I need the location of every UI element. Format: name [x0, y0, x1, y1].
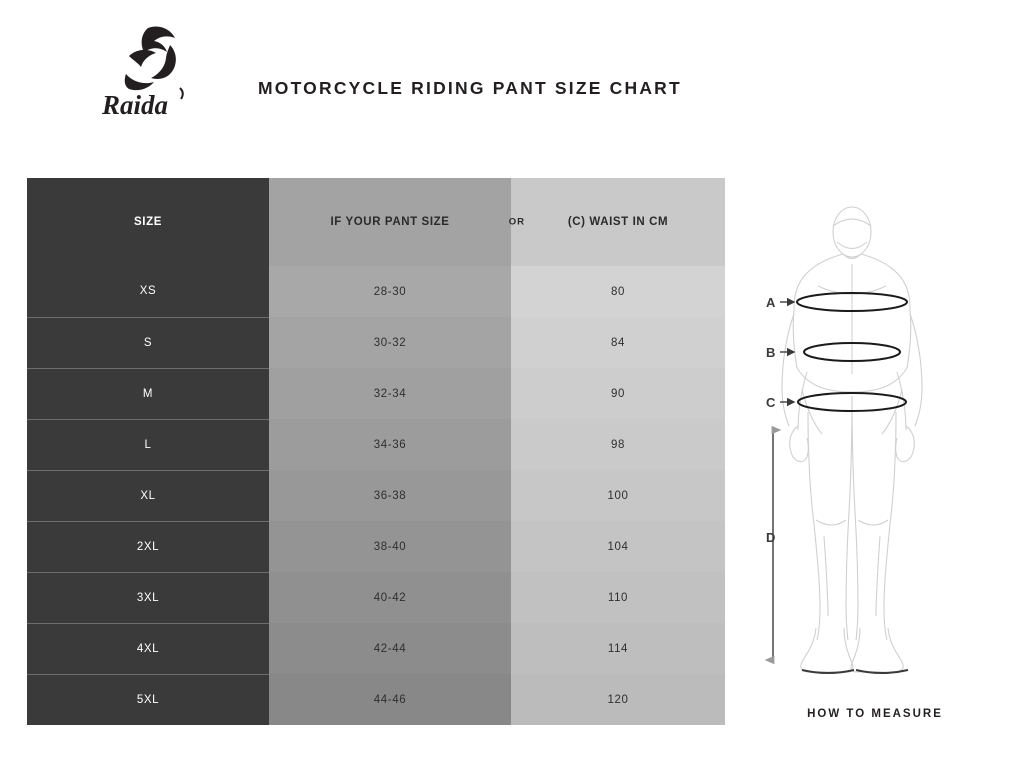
table-row — [27, 419, 725, 470]
cell-size: 5XL — [27, 674, 269, 725]
column-header-pant-size-label: IF YOUR PANT SIZE — [330, 216, 450, 228]
column-header-waist-cm: (C) WAIST IN CM — [511, 178, 725, 266]
cell-pant: 42-44 — [269, 623, 511, 674]
marker-label-d: D — [766, 530, 776, 545]
cell-pant: 34-36 — [269, 419, 511, 470]
table-header-row — [27, 178, 725, 266]
cell-waist: 120 — [511, 674, 725, 725]
cell-pant: 28-30 — [269, 266, 511, 317]
cell-waist: 90 — [511, 368, 725, 419]
cell-pant: 44-46 — [269, 674, 511, 725]
marker-label-c: C — [766, 395, 776, 410]
cell-waist: 114 — [511, 623, 725, 674]
page-header — [0, 0, 1024, 178]
table-row — [27, 317, 725, 368]
cell-size: S — [27, 317, 269, 368]
how-to-measure-caption: HOW TO MEASURE — [807, 708, 943, 720]
table-row — [27, 368, 725, 419]
cell-pant: 36-38 — [269, 470, 511, 521]
cell-waist: 100 — [511, 470, 725, 521]
cell-size: XL — [27, 470, 269, 521]
cell-pant: 40-42 — [269, 572, 511, 623]
marker-label-b: B — [766, 345, 776, 360]
table-body — [27, 266, 725, 725]
table-row — [27, 470, 725, 521]
cell-size: 4XL — [27, 623, 269, 674]
raida-logo — [96, 22, 206, 117]
cell-pant: 38-40 — [269, 521, 511, 572]
table-row — [27, 674, 725, 725]
table-row — [27, 521, 725, 572]
column-header-size: SIZE — [27, 178, 269, 266]
marker-label-a: A — [766, 295, 776, 310]
how-to-measure-panel — [740, 190, 1010, 735]
cell-size: XS — [27, 266, 269, 317]
table-row — [27, 266, 725, 317]
size-chart-table — [27, 178, 725, 725]
cell-waist: 98 — [511, 419, 725, 470]
page-title: MOTORCYCLE RIDING PANT SIZE CHART — [258, 78, 682, 98]
cell-pant: 32-34 — [269, 368, 511, 419]
or-separator-label: OR — [508, 216, 525, 228]
table-row — [27, 623, 725, 674]
column-header-pant-size — [269, 178, 525, 266]
svg-text:Raida: Raida — [102, 90, 169, 117]
table-row — [27, 572, 725, 623]
cell-waist: 84 — [511, 317, 725, 368]
cell-waist: 80 — [511, 266, 725, 317]
cell-size: 3XL — [27, 572, 269, 623]
measurement-figure — [740, 190, 1010, 700]
cell-size: 2XL — [27, 521, 269, 572]
cell-waist: 104 — [511, 521, 725, 572]
cell-pant: 30-32 — [269, 317, 511, 368]
cell-size: L — [27, 419, 269, 470]
cell-size: M — [27, 368, 269, 419]
cell-waist: 110 — [511, 572, 725, 623]
